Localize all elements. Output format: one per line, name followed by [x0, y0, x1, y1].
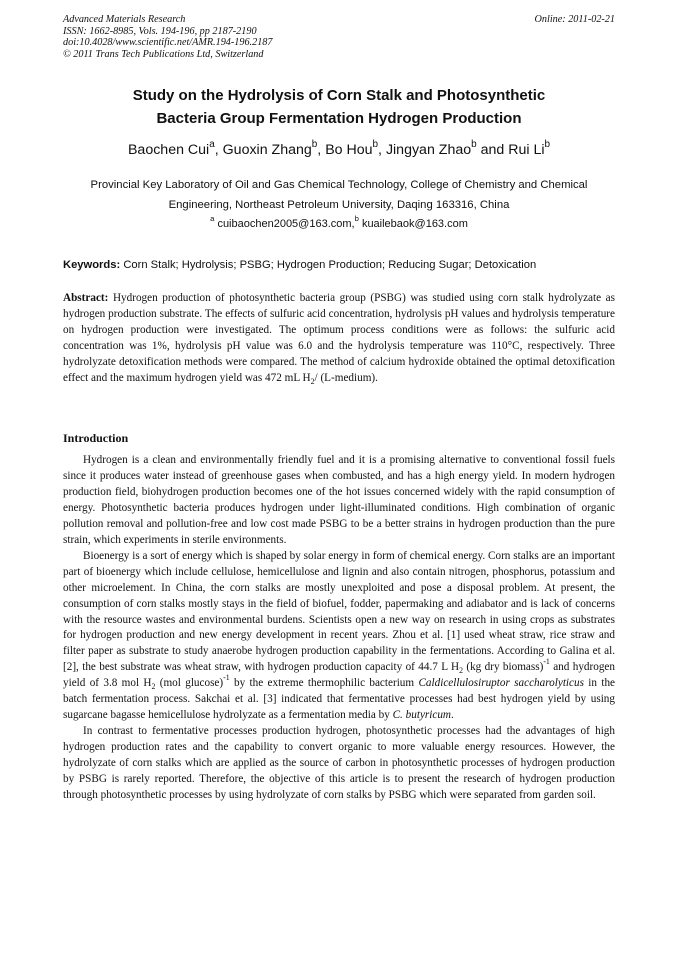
paragraph-2 — [63, 549, 615, 724]
online-date: Online: 2011-02-21 — [534, 14, 615, 25]
issn-line: ISSN: 1662-8985, Vols. 194-196, pp 2187-2190 — [63, 25, 257, 37]
author-name: Jingyan Zhao — [385, 142, 472, 158]
paragraph-2-text: by the extreme thermophilic bacterium — [229, 677, 419, 690]
abstract-text: Hydrogen production of photosynthetic bacteria group (PSBG) was studied using corn stalk hydrolyzate as hydrogen production substrate. The effects of sulfuric acid concentration, hydrolysis pH values and hydrolysis temperature on hydrogen production were investigated. The optimum process conditions were as follows: the sulfuric acid concentration was 1%, hydrolysis pH value was 6.0 and the hydrolysis temperature was 110°C, respectively. Three hydrolyzate detoxification methods were compared. The method of calcium hydroxide obtained the optimal detoxification effect and the maximum hydrogen yield was 472 mL H — [63, 292, 616, 384]
subscript: 2 — [151, 682, 156, 692]
journal-name: Advanced Materials Research — [63, 14, 186, 25]
author-name: Guoxin Zhang — [222, 142, 312, 158]
doi-line: doi:10.4028/www.scientific.net/AMR.194-196.2187 — [63, 37, 273, 49]
paragraph-2-text: in the batch fermentation process. Sakchai et al. [3] indicated that fermentative processes had best hydrogen yield by using sugarcane bagasse hemicellulose hydrolyzate as a fermentation media by — [63, 677, 616, 722]
author-separator: and — [476, 142, 509, 158]
author-separator: , — [378, 142, 386, 158]
author-affiliation-mark: a — [209, 138, 215, 150]
title-line-1: Study on the Hydrolysis of Corn Stalk and Photosynthetic — [132, 87, 546, 104]
title-line-2: Bacteria Group Fermentation Hydrogen Production — [156, 110, 522, 127]
paragraph-2-text: . — [451, 709, 454, 722]
abstract-subscript: 2 — [310, 376, 315, 386]
paragraph-2-text: and hydrogen yield of 3.8 mol H — [63, 661, 615, 690]
paragraph-2-text: Bioenergy is a sort of energy which is shaped by solar energy in form of chemical energy. Corn stalks are an important part of bioenergy which include cellulose, hemicellulose and lignin and also contain nitrogen, phosphorus, potassium and other microelement. In China, the corn stalks are mostly unexploited and pose a disposal problem. At present, the consumption of corn stalks mostly stays in the field of biofuel, fodder, papermaking and adiabator and is lack of concerns with the resource wastes and environmental burdens. Scientists open a new way on research in using crops as substrates for hydrogen production and new energy development in recent years. Zhou et al. [1] used wheat straw, rice straw and filter paper as substrate to study anaerobe hydrogen production capability in the fermentations. According to Galina et al. [2], the best substrate was wheat straw, with hydrogen production capacity of 44.7 L H — [63, 549, 615, 674]
email-mark-b: b — [354, 214, 359, 224]
section-heading-introduction: Introduction — [63, 431, 129, 445]
journal-header — [63, 14, 615, 60]
paper-title — [40, 84, 638, 130]
paragraph-1: Hydrogen is a clean and environmentally friendly fuel and it is a promising alternative to conventional fossil fuels since it produces water instead of greenhouse gases when combusted, and has a high energy yield. In modern hydrogen production field, biohydrogen production becomes one of the hot issues concerned widely with the rapid consumption of energy. Photosynthetic bacteria produces hydrogen under light-illuminated conditions. High combination of organic pollution removal and pollution-free and low cost made PSBG to be a better strains in hydrogen production than the pure strain, which experiments in sterile environments. — [63, 454, 615, 546]
abstract-label: Abstract: — [63, 292, 109, 304]
email-mark-a: a — [210, 214, 215, 224]
affiliation — [58, 176, 620, 215]
author-name: Bo Hou — [325, 142, 373, 158]
author-name: Rui Li — [508, 142, 545, 158]
paragraph-3: In contrast to fermentative processes production hydrogen, photosynthetic processes had the advantages of high hydrogen production rates and the capability to convert organic to more valuable energy resources. However, the hydrolyzate of corn stalks which are applied as the source of carbon in photosynthetic processes of hydrogen production by PSBG is rarely reported. Therefore, the objective of this article is to present the research of hydrogen production through photosynthetic processes by using hydrolyzate of corn stalks by PSBG which were separated from garden soil. — [63, 725, 615, 802]
keywords-text: Corn Stalk; Hydrolysis; PSBG; Hydrogen Production; Reducing Sugar; Detoxication — [123, 259, 537, 271]
copyright-line: © 2011 Trans Tech Publications Ltd, Switzerland — [63, 48, 264, 60]
affiliation-line-1: Provincial Key Laboratory of Oil and Gas Chemical Technology, College of Chemistry and Chemical — [90, 179, 588, 191]
affiliation-line-2: Engineering, Northeast Petroleum University, Daqing 163316, China — [168, 198, 510, 211]
author-affiliation-mark: b — [471, 138, 477, 150]
email-a[interactable]: cuibaochen2005@163.com, — [217, 218, 355, 230]
subscript: 2 — [459, 666, 463, 676]
superscript: -1 — [223, 673, 230, 683]
paragraph-2-text: (kg dry biomass) — [463, 661, 544, 674]
author-separator: , — [214, 142, 223, 158]
species-name: C. butyricum — [392, 709, 452, 722]
keywords-label: Keywords: — [63, 259, 121, 271]
superscript: -1 — [543, 657, 550, 667]
keywords — [63, 257, 623, 273]
email-b[interactable]: kuailebaok@163.com — [361, 218, 468, 230]
author-affiliation-mark: b — [372, 138, 379, 150]
abstract-text-end: / (L-medium). — [314, 371, 378, 384]
author-name: Baochen Cui — [127, 142, 210, 158]
author-emails — [40, 216, 638, 232]
author-separator: , — [317, 142, 326, 158]
introduction-body — [63, 453, 615, 804]
abstract — [63, 291, 615, 386]
author-list — [40, 140, 638, 160]
author-affiliation-mark: b — [311, 138, 318, 150]
author-affiliation-mark: b — [544, 138, 551, 150]
paragraph-2-text: (mol glucose) — [155, 677, 224, 690]
species-name: Caldicellulosiruptor saccharolyticus — [418, 677, 584, 690]
